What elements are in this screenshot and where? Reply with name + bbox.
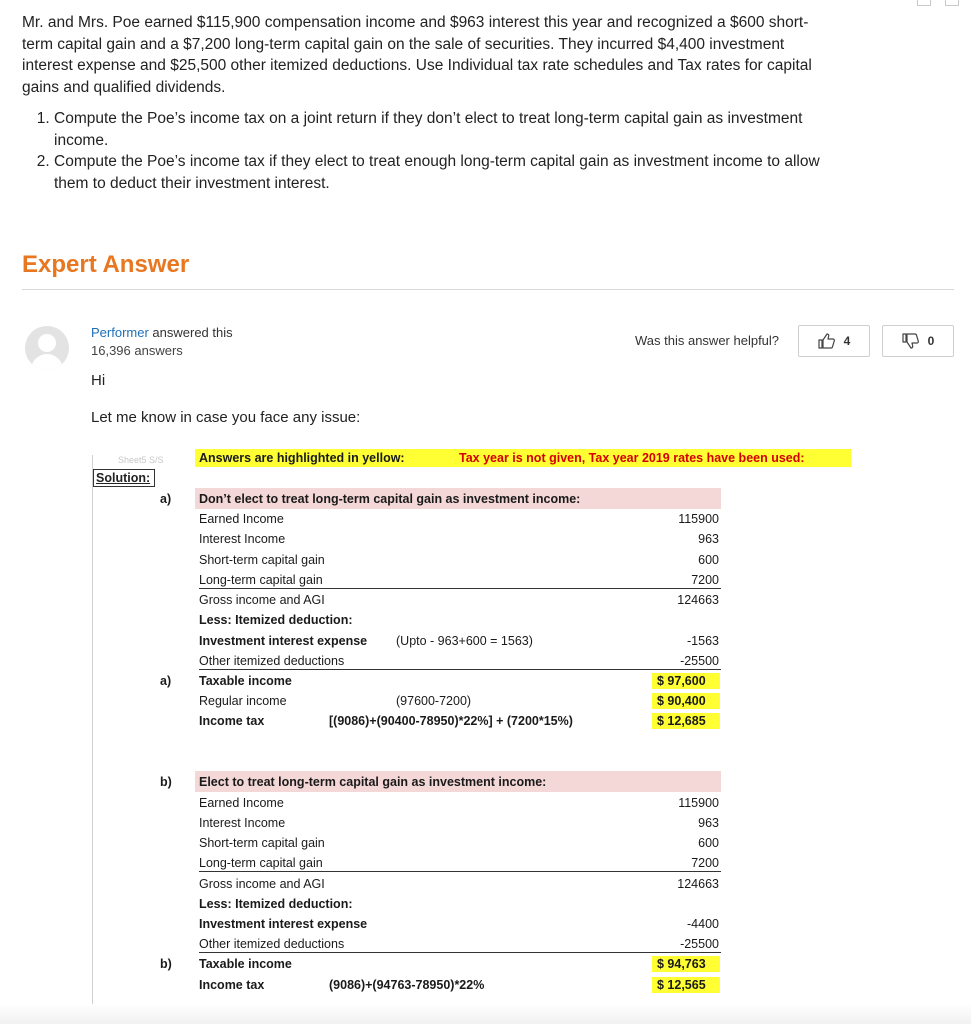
part-b-row-label: Earned Income (199, 796, 284, 810)
answer-message: Let me know in case you face any issue: (91, 409, 361, 426)
part-b-tax-note: (9086)+(94763-78950)*22% (329, 978, 485, 992)
part-a-tax-note: [(9086)+(90400-78950)*22%] + (7200*15%) (329, 714, 573, 728)
part-a-regular-note: (97600-7200) (396, 694, 472, 708)
part-a-marker: a) (160, 492, 172, 506)
tax-year-note: Tax year is not given, Tax year 2019 rates have been used: (459, 451, 805, 465)
bottom-fade (0, 1004, 971, 1024)
answers-note: Answers are highlighted in yellow: (199, 451, 405, 465)
part-b-row-value: 600 (698, 836, 719, 850)
part-a-row-value: 115900 (678, 512, 719, 526)
part-a-row-value: 963 (698, 532, 719, 546)
bookmark-icon[interactable] (917, 0, 931, 6)
part-a-less-label: Less: Itemized deduction: (199, 613, 353, 627)
part-a-taxable-marker: a) (160, 674, 172, 688)
thumbs-down-icon (902, 333, 920, 349)
part-b-row-label: Long-term capital gain (199, 855, 721, 872)
part-a-tax-label: Income tax (199, 714, 265, 728)
part-b-taxable-label: Taxable income (199, 957, 292, 971)
question-list (22, 108, 822, 194)
part-b-investment-value: -4400 (687, 917, 719, 931)
part-a-row-value: 600 (698, 553, 719, 567)
part-a-regular-value: $ 90,400 (657, 694, 706, 708)
question-paragraph: Mr. and Mrs. Poe earned $115,900 compensation income and $963 interest this year and recognized a $600 short-term capital gain and a $7,200 long-term capital gain on the sale of securities. They incurred $4,400 investment interest expense and $25,500 other itemized deductions. Use Individual tax rate schedules and Tax rates for capital gains and qualified dividends. (22, 14, 812, 96)
part-b-row-value: 124663 (677, 877, 719, 891)
part-a-row-label: Interest Income (199, 532, 286, 546)
upvote-button[interactable] (798, 325, 870, 357)
part-a-row-label: Long-term capital gain (199, 572, 721, 589)
section-divider (22, 289, 954, 290)
part-b-heading: Elect to treat long-term capital gain as investment income: (199, 775, 547, 789)
question-item-1: 1. Compute the Poe’s income tax on a joint return if they don’t elect to treat long-term capital gain as investment income. (54, 108, 822, 151)
part-b-row-value: 7200 (691, 856, 719, 870)
upvote-count: 4 (843, 334, 851, 348)
downvote-count: 0 (927, 334, 935, 348)
part-a-other-label: Other itemized deductions (199, 653, 721, 670)
author-link[interactable]: Performer (91, 325, 149, 340)
downvote-button[interactable] (882, 325, 954, 357)
answer-left-rule (92, 455, 93, 1015)
part-b-row-value: 963 (698, 816, 719, 830)
part-a-row-value: 7200 (691, 573, 719, 587)
part-a-row-label: Gross income and AGI (199, 593, 325, 607)
author-line (91, 324, 233, 342)
part-b-row-label: Short-term capital gain (199, 836, 325, 850)
part-a-regular-label: Regular income (199, 694, 287, 708)
part-a-investment-note: (Upto - 963+600 = 1563) (396, 634, 533, 648)
part-b-investment-label: Investment interest expense (199, 917, 368, 931)
part-b-taxable-value: $ 94,763 (657, 957, 706, 971)
part-b-tax-value: $ 12,565 (657, 978, 706, 992)
sheet-faint-label: Sheet5 S/S (118, 455, 164, 465)
part-b-other-value: -25500 (680, 937, 719, 951)
question-item-2: 2. Compute the Poe’s income tax if they elect to treat enough long-term capital gain as investment income to allow them to deduct their investment interest. (54, 151, 822, 194)
part-a-row-label: Short-term capital gain (199, 553, 325, 567)
share-icon[interactable] (945, 0, 959, 6)
thumbs-up-icon (818, 333, 836, 349)
part-a-tax-value: $ 12,685 (657, 714, 706, 728)
part-b-other-label: Other itemized deductions (199, 936, 721, 953)
part-a-row-label: Earned Income (199, 512, 284, 526)
part-b-tax-label: Income tax (199, 978, 265, 992)
part-a-investment-label: Investment interest expense (199, 634, 368, 648)
part-a-taxable-label: Taxable income (199, 674, 292, 688)
author-suffix: answered this (148, 325, 233, 340)
answer-greeting: Hi (91, 372, 106, 389)
helpful-label: Was this answer helpful? (635, 333, 780, 348)
avatar[interactable] (25, 326, 69, 370)
part-b-less-label: Less: Itemized deduction: (199, 897, 353, 911)
part-b-row-label: Interest Income (199, 816, 286, 830)
solution-label: Solution: (93, 469, 155, 487)
part-a-investment-value: -1563 (687, 634, 719, 648)
part-b-marker: b) (160, 775, 172, 789)
expert-answer-title: Expert Answer (22, 251, 190, 278)
part-b-row-value: 115900 (678, 796, 719, 810)
part-a-heading: Don’t elect to treat long-term capital gain as investment income: (199, 492, 581, 506)
part-a-other-value: -25500 (680, 654, 719, 668)
answers-count: 16,396 answers (91, 343, 183, 358)
part-b-row-label: Gross income and AGI (199, 877, 325, 891)
part-a-taxable-value: $ 97,600 (657, 674, 706, 688)
part-b-taxable-marker: b) (160, 957, 172, 971)
top-toolbar-icons (917, 0, 959, 6)
part-a-row-value: 124663 (677, 593, 719, 607)
question-text (22, 12, 822, 194)
